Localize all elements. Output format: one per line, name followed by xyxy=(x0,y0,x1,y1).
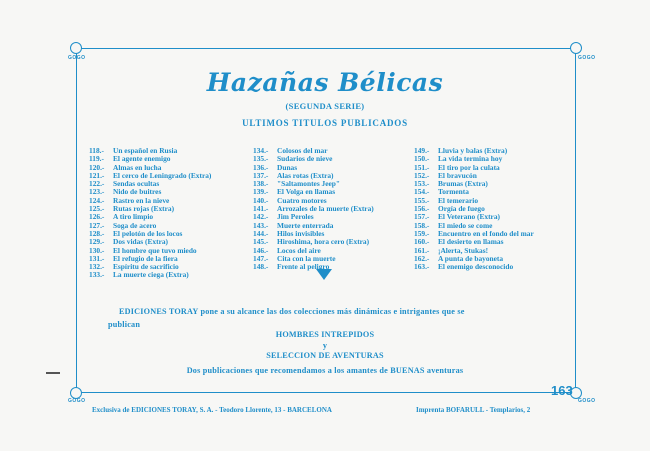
issue-title: Rastro en la nieve xyxy=(113,195,170,205)
issue-number: 139.- xyxy=(253,187,269,197)
issue-title: Sendas ocultas xyxy=(113,179,160,189)
issue-title: El miedo se come xyxy=(438,220,493,230)
issue-title: Colosos del mar xyxy=(277,146,328,155)
issue-number: 133.- xyxy=(89,270,105,280)
footer-printer: Imprenta BOFARULL - Templarios, 2 xyxy=(416,406,531,414)
issue-number: 124.- xyxy=(89,195,105,205)
issue-title: Soga de acero xyxy=(113,220,157,230)
issue-title: A tiro limpio xyxy=(113,212,154,222)
titles-column-2 xyxy=(253,147,374,271)
issue-title: El pelotón de los locos xyxy=(113,228,183,238)
issue-number: 119.- xyxy=(89,154,104,164)
issue-number: 131.- xyxy=(89,253,105,263)
page-number: 163 xyxy=(551,383,573,398)
corner-label-bottom-right: GOGO xyxy=(578,398,596,404)
issue-number: 140.- xyxy=(253,195,269,205)
issue-title: Encuentro en el fondo del mar xyxy=(438,228,534,238)
issue-number: 141.- xyxy=(253,204,269,214)
issue-number: 160.- xyxy=(414,237,430,247)
issue-number: 130.- xyxy=(89,245,105,255)
issue-number: 158.- xyxy=(414,220,430,230)
issue-title: Orgía de fuego xyxy=(438,204,485,214)
issue-number: 146.- xyxy=(253,245,269,255)
issue-number: 154.- xyxy=(414,187,430,197)
issue-number: 149.- xyxy=(414,146,430,155)
issue-title: La vida termina hoy xyxy=(438,154,503,164)
issue-number: 135.- xyxy=(253,154,269,164)
issue-number: 157.- xyxy=(414,212,430,222)
issue-title: Brumas (Extra) xyxy=(438,179,488,189)
issue-title: Un español en Rusia xyxy=(113,146,178,155)
issue-title: Tormenta xyxy=(438,187,469,197)
issue-title: El enemigo desconocido xyxy=(438,262,514,272)
issue-title: El Veterano (Extra) xyxy=(438,212,500,222)
list-item xyxy=(253,263,374,271)
collection-name-2: SELECCION DE AVENTURAS xyxy=(266,351,384,360)
issue-number: 150.- xyxy=(414,154,430,164)
issue-title: Almas en lucha xyxy=(113,162,162,172)
issue-title: Arrozales de la muerte (Extra) xyxy=(277,204,374,214)
issue-number: 128.- xyxy=(89,228,105,238)
list-item xyxy=(89,271,211,279)
issue-title: ¡Alerta, Stukas! xyxy=(438,245,489,255)
issue-title: Jim Peroles xyxy=(277,212,314,222)
issue-number: 151.- xyxy=(414,162,430,172)
issue-number: 148.- xyxy=(253,262,269,272)
issue-number: 127.- xyxy=(89,220,105,230)
issue-number: 144.- xyxy=(253,228,269,238)
issue-title: Dunas xyxy=(277,162,298,172)
issue-number: 142.- xyxy=(253,212,269,222)
issue-title: La muerte ciega (Extra) xyxy=(113,270,189,280)
issue-title: El desierto en llamas xyxy=(438,237,504,247)
issue-title: El Volga en llamas xyxy=(277,187,336,197)
page-title: Hazañas Bélicas xyxy=(206,68,444,97)
titles-column-1 xyxy=(89,147,211,280)
footer-publisher: Exclusiva de EDICIONES TORAY, S. A. - Teodoro Llorente, 13 - BARCELONA xyxy=(92,406,332,414)
issue-title: El temerario xyxy=(438,195,479,205)
promo-line-1: EDICIONES TORAY pone a su alcance las dos colecciones más dinámicas e intrigantes que se xyxy=(119,307,465,316)
issue-number: 163.- xyxy=(414,262,430,272)
issue-title: El cerco de Leningrado (Extra) xyxy=(113,170,212,180)
issue-title: Cita con la muerte xyxy=(277,253,336,263)
collection-connector: y xyxy=(322,341,328,350)
issue-title: Nido de buitres xyxy=(113,187,162,197)
issue-title: Frente al peligro xyxy=(277,262,330,272)
issue-number: 123.- xyxy=(89,187,105,197)
list-item xyxy=(253,155,374,163)
issue-title: Dos vidas (Extra) xyxy=(113,237,169,247)
issue-number: 121.- xyxy=(89,170,105,180)
issue-title: A punta de bayoneta xyxy=(438,253,504,263)
corner-label-top-right: GOGO xyxy=(578,55,596,61)
issue-title: "Saltamontes Jeep" xyxy=(277,179,341,189)
issue-title: Hiroshima, hora cero (Extra) xyxy=(277,237,370,247)
corner-label-top-left: GOGO xyxy=(68,55,86,61)
issue-number: 162.- xyxy=(414,253,430,263)
issue-title: El tiro por la culata xyxy=(438,162,500,172)
issue-title: Cuatro motores xyxy=(277,195,327,205)
issue-title: Lluvia y balas (Extra) xyxy=(438,146,508,155)
issue-number: 129.- xyxy=(89,237,105,247)
series-subtitle: (SEGUNDA SERIE) xyxy=(285,101,365,111)
issue-number: 156.- xyxy=(414,204,430,214)
down-arrow-icon xyxy=(316,269,332,280)
issue-number: 161.- xyxy=(414,245,430,255)
promo-line-2: publican xyxy=(108,320,141,329)
issue-number: 137.- xyxy=(253,170,269,180)
collection-name-1: HOMBRES INTREPIDOS xyxy=(275,330,375,339)
list-item xyxy=(414,180,534,188)
issue-number: 136.- xyxy=(253,162,269,172)
issue-number: 118.- xyxy=(89,146,104,155)
issue-number: 147.- xyxy=(253,253,269,263)
issue-title: Espíritu de sacrificio xyxy=(113,262,179,272)
titles-column-3 xyxy=(414,147,534,271)
issue-title: El hombre que tuvo miedo xyxy=(113,245,197,255)
issue-number: 132.- xyxy=(89,262,105,272)
issue-title: Rutas rojas (Extra) xyxy=(113,204,175,214)
section-heading: ULTIMOS TITULOS PUBLICADOS xyxy=(242,118,408,128)
corner-label-bottom-left: GOGO xyxy=(68,398,86,404)
issue-number: 153.- xyxy=(414,179,430,189)
issue-number: 143.- xyxy=(253,220,269,230)
issue-number: 125.- xyxy=(89,204,105,214)
issue-title: El agente enemigo xyxy=(113,154,171,164)
issue-number: 134.- xyxy=(253,146,269,155)
issue-title: Locos del aire xyxy=(277,245,321,255)
issue-title: Muerte enterrada xyxy=(277,220,334,230)
issue-number: 120.- xyxy=(89,162,105,172)
issue-number: 159.- xyxy=(414,228,430,238)
issue-title: Sudarios de nieve xyxy=(277,154,333,164)
issue-number: 122.- xyxy=(89,179,105,189)
promo-line-3: Dos publicaciones que recomendamos a los amantes de BUENAS aventuras xyxy=(186,366,464,375)
corner-ornament-top-left xyxy=(70,42,82,54)
issue-title: Hilos invisibles xyxy=(277,228,325,238)
issue-number: 152.- xyxy=(414,170,430,180)
issue-number: 155.- xyxy=(414,195,430,205)
corner-ornament-top-right xyxy=(570,42,582,54)
list-item xyxy=(414,263,534,271)
issue-title: El bravucón xyxy=(438,170,477,180)
issue-number: 145.- xyxy=(253,237,269,247)
issue-number: 126.- xyxy=(89,212,105,222)
issue-title: Alas rotas (Extra) xyxy=(277,170,334,180)
issue-number: 138.- xyxy=(253,179,269,189)
issue-title: El refugio de la fiera xyxy=(113,253,178,263)
